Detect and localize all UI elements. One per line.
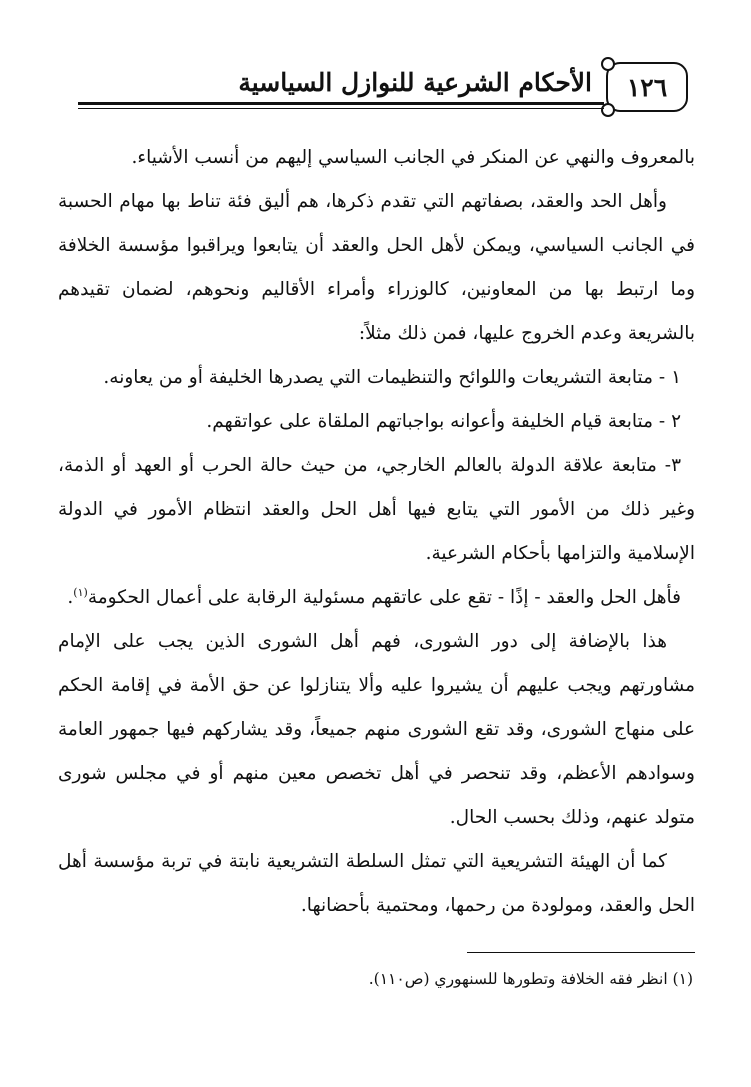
list-item-1: ١ - متابعة التشريعات واللوائح والتنظيمات التي يصدرها الخليفة أو من يعاونه. xyxy=(103,367,681,388)
footnote-separator xyxy=(467,952,695,953)
body-text xyxy=(58,136,695,928)
header-rule xyxy=(78,102,604,105)
paragraph-5: كما أن الهيئة التشريعية التي تمثل السلطة التشريعية نابتة في تربة مؤسسة أهل الحل والعقد، ومولودة من رحمها، ومحتمية بأحضانها. xyxy=(58,851,695,916)
footnote: (١) انظر فقه الخلافة وتطورها للسنهوري (ص١١٠). xyxy=(368,970,693,988)
list-item-3: ٣- متابعة علاقة الدولة بالعالم الخارجي، من حيث حالة الحرب أو العهد أو الذمة، وغير ذلك من الأمور التي يتابع فيها أهل الحل والعقد انتظام الأمور في الدولة الإسلامية والتزامها بأحكام الشرعية. xyxy=(58,455,695,564)
running-title: الأحكام الشرعية للنوازل السياسية xyxy=(238,68,592,97)
paragraph-3-text: فأهل الحل والعقد - إذًا - تقع على عاتقهم مسئولية الرقابة على أعمال الحكومة xyxy=(87,587,681,608)
footnote-reference[interactable]: (١) xyxy=(73,585,88,599)
page-header xyxy=(78,62,688,110)
paragraph-2: وأهل الحد والعقد، بصفاتهم التي تقدم ذكرها، هم أليق فئة تناط بها مهام الحسبة في الجانب السياسي، ويمكن لأهل الحل والعقد أن يتابعوا ويراقبوا مؤسسة الخلافة وما ارتبط بها من المعاونين، كالوزراء وأمراء الأقاليم ونحوهم، لضمان تقيدهم بالشريعة وعدم الخروج عليها، فمن ذلك مثلاً: xyxy=(58,191,695,344)
paragraph-3 xyxy=(58,576,695,620)
paragraph-3-end: . xyxy=(67,587,74,608)
paragraph-4: هذا بالإضافة إلى دور الشورى، فهم أهل الشورى الذين يجب على الإمام مشاورتهم ويجب عليهم أن يشيروا عليه وألا يتنازلوا عن حق الأمة في إقامة الحكم على منهاج الشورى، وقد تقع الشورى منهم جميعاً، وقد يشاركهم فيها جمهور العامة وسوادهم الأعظم، وقد تنحصر في أهل تخصص معين منهم أو في مجلس شورى متولد عنهم، وذلك بحسب الحال. xyxy=(58,631,695,828)
list-item-2: ٢ - متابعة قيام الخليفة وأعوانه بواجباتهم الملقاة على عواتقهم. xyxy=(206,411,681,432)
page-number: ١٢٦ xyxy=(606,62,688,112)
paragraph-1: بالمعروف والنهي عن المنكر في الجانب السياسي إليهم من أنسب الأشياء. xyxy=(131,147,695,168)
